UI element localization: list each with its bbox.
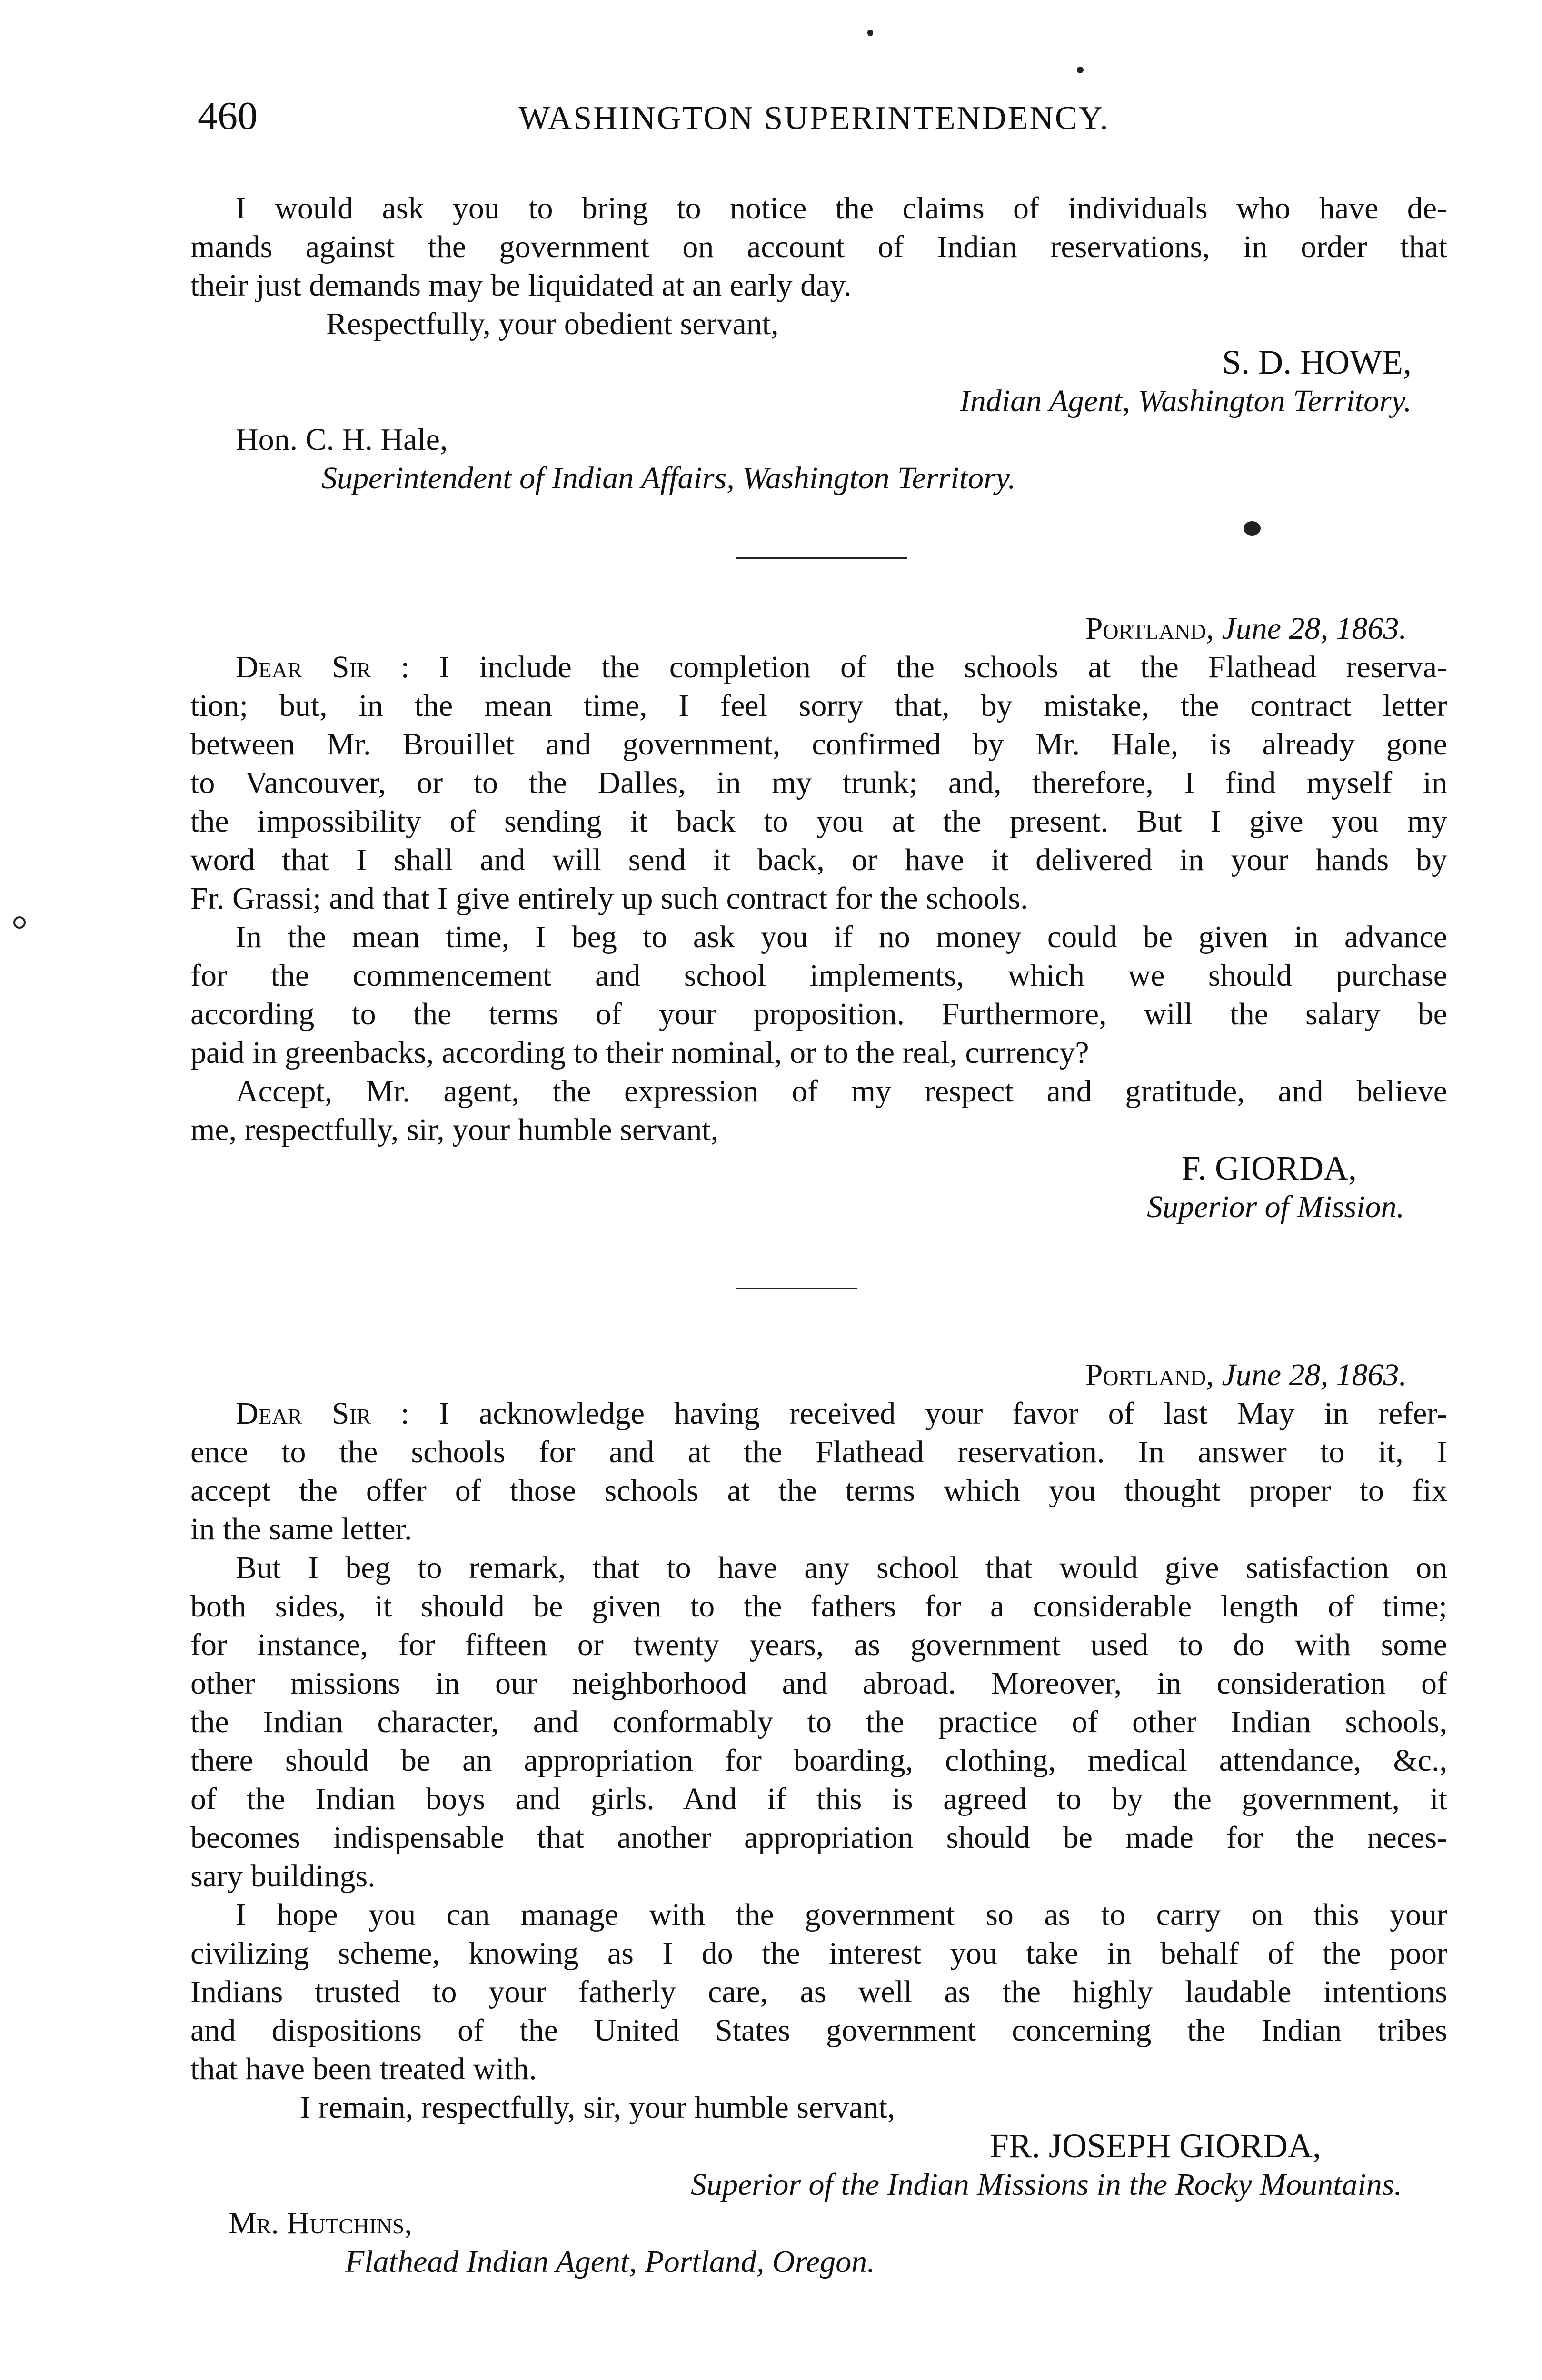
dateline [190, 609, 1447, 648]
signer-title: Superior of Mission. [1147, 1190, 1404, 1224]
scan-speck [1077, 67, 1084, 73]
letter-giorda-2 [190, 1356, 1447, 2281]
letter-howe [190, 189, 1447, 497]
body-line: In the mean time, I beg to ask you if no money could be given in advance [236, 920, 1447, 954]
body-line: for the commencement and school implements, which we should purchase [190, 958, 1447, 993]
addressee-name-text: Mr. Hutchins, [229, 2206, 412, 2241]
body-line: ence to the schools for and at the Flathead reservation. In answer to it, I [190, 1435, 1447, 1469]
dateline-date: June 28, 1863. [1222, 611, 1407, 646]
body-line: according to the terms of your proposition. Furthermore, will the salary be [190, 997, 1447, 1031]
body-line: the Indian character, and conformably to the practice of other Indian schools, [190, 1705, 1447, 1739]
section-divider [736, 1288, 857, 1289]
body-line [190, 648, 1447, 686]
body-line: Indians trusted to your fatherly care, as well as the highly laudable intentions [190, 1974, 1447, 2009]
dateline-place: Portland, [1085, 1358, 1214, 1392]
scan-speck [1244, 521, 1261, 536]
signer-title: Superior of the Indian Missions in the Rocky Mountains. [691, 2167, 1402, 2202]
body-text: I acknowledge having received your favor of last May in refer- [438, 1396, 1447, 1431]
body-line: sary buildings. [190, 1859, 376, 1894]
body-line: the impossibility of sending it back to you at the present. But I give you my [190, 804, 1447, 839]
salutation: Dear Sir : [236, 650, 410, 684]
body-line: for instance, for fifteen or twenty years, as government used to do with some [190, 1627, 1447, 1662]
body-line: to Vancouver, or to the Dalles, in my trunk; and, therefore, I find myself in [190, 765, 1447, 800]
body-line: both sides, it should be given to the fathers for a considerable length of time; [190, 1589, 1447, 1624]
body-line: in the same letter. [190, 1512, 412, 1547]
body-line: other missions in our neighborhood and abroad. Moreover, in consideration of [190, 1666, 1447, 1701]
body-line: word that I shall and will send it back, or have it delivered in your hands by [190, 843, 1447, 877]
signer-name: S. D. HOWE, [1222, 343, 1412, 381]
body-line: I would ask you to bring to notice the claims of individuals who have de- [236, 191, 1447, 226]
dateline [190, 1356, 1447, 1394]
body-line: paid in greenbacks, according to their nominal, or to the real, currency? [190, 1035, 1089, 1070]
body-line: But I beg to remark, that to have any school that would give satisfaction on [236, 1550, 1447, 1585]
body-line: Accept, Mr. agent, the expression of my respect and gratitude, and believe [236, 1074, 1447, 1109]
signer-name: FR. JOSEPH GIORDA, [989, 2127, 1321, 2165]
body-line: between Mr. Brouillet and government, confirmed by Mr. Hale, is already gone [190, 727, 1447, 762]
dateline-date: June 28, 1863. [1222, 1358, 1407, 1392]
body-line: there should be an appropriation for boarding, clothing, medical attendance, &c., [190, 1743, 1447, 1778]
body-line: becomes indispensable that another appropriation should be made for the neces- [190, 1820, 1447, 1855]
scan-speck [13, 916, 26, 929]
running-head: WASHINGTON SUPERINTENDENCY. [518, 100, 1110, 137]
scan-speck [867, 30, 873, 36]
body-line [190, 1394, 1447, 1433]
closing-line: I remain, respectfully, sir, your humble servant, [300, 2090, 895, 2125]
page-number: 460 [198, 94, 258, 138]
letter-giorda-1 [190, 609, 1447, 1226]
salutation: Dear Sir : [236, 1396, 409, 1431]
body-line: me, respectfully, sir, your humble servant, [190, 1112, 719, 1147]
body-text: I include the completion of the schools at the Flathead reserva- [439, 650, 1447, 684]
body-line: their just demands may be liquidated at an early day. [190, 268, 852, 303]
dateline-place: Portland, [1085, 611, 1214, 646]
addressee-title: Flathead Indian Agent, Portland, Oregon. [345, 2244, 875, 2279]
body-line: of the Indian boys and girls. And if this is agreed to by the government, it [190, 1782, 1447, 1816]
body-line: accept the offer of those schools at the terms which you thought proper to fix [190, 1473, 1447, 1508]
signer-name: F. GIORDA, [1181, 1149, 1357, 1187]
signer-title: Indian Agent, Washington Territory. [959, 384, 1412, 418]
addressee-title: Superintendent of Indian Affairs, Washington Territory. [321, 461, 1016, 496]
section-divider [736, 557, 907, 559]
addressee-name: Hon. C. H. Hale, [236, 422, 448, 457]
body-line: I hope you can manage with the government so as to carry on this your [236, 1897, 1447, 1932]
closing-line: Respectfully, your obedient servant, [326, 307, 779, 341]
body-line: and dispositions of the United States government concerning the Indian tribes [190, 2013, 1447, 2048]
body-line: that have been treated with. [190, 2052, 537, 2086]
body-line: tion; but, in the mean time, I feel sorry that, by mistake, the contract letter [190, 688, 1447, 723]
addressee-name [190, 2204, 1447, 2242]
body-line: civilizing scheme, knowing as I do the interest you take in behalf of the poor [190, 1936, 1447, 1971]
body-line: Fr. Grassi; and that I give entirely up such contract for the schools. [190, 881, 1028, 916]
body-line: mands against the government on account of Indian reservations, in order that [190, 229, 1447, 264]
